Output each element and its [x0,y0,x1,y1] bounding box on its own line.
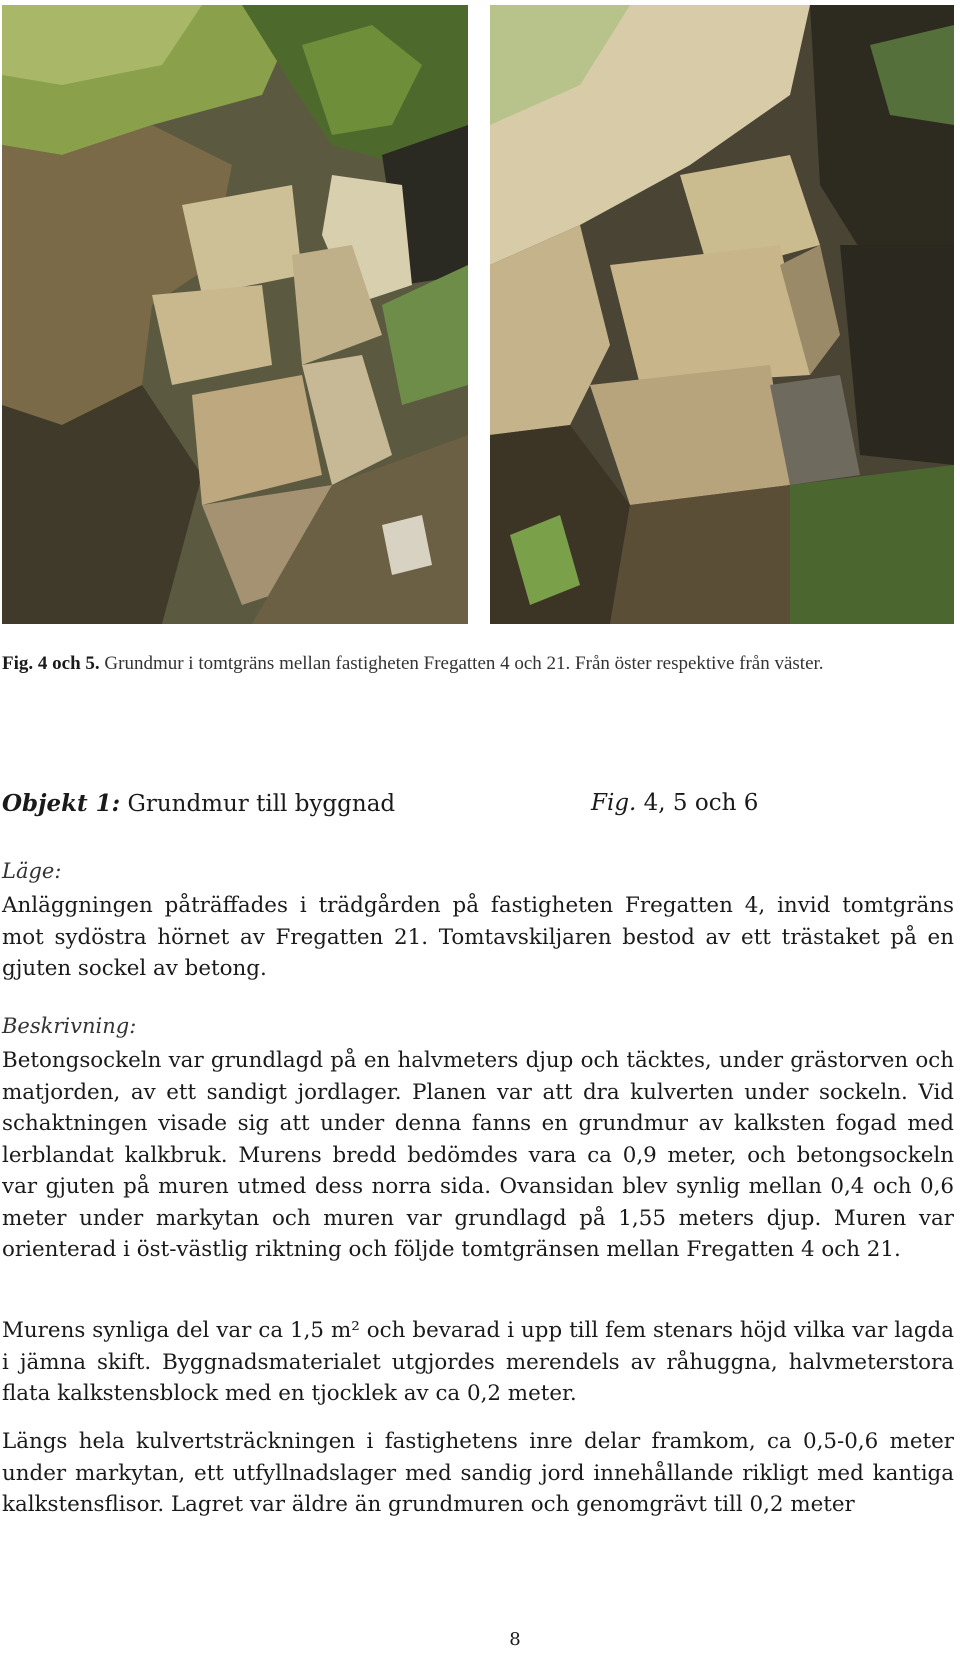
beskrivning-paragraph-1: Betongsockeln var grundlagd på en halvmeters djup och täcktes, under grästorven och matjorden, av ett sandigt jordlager. Planen var att dra kulverten under sockeln. Vid schaktningen visade sig att under denna fanns en grundmur av kalksten fogad med lerblandat kalkbruk. Murens bredd bedömdes vara ca 0,9 meter, och betongsockeln var gjuten på muren utmed dess norra sida. Ovansidan blev synlig mellan 0,4 och 0,6 meter under markytan och muren var grundlagd på 1,55 meters djup. Muren var orienterad i öst-västlig riktning och följde tomtgränsen mellan Fregatten 4 och 21. [2,1048,954,1262]
figure-reference [591,790,758,816]
photo-fig-5 [490,5,954,624]
fig-numbers: 4, 5 och 6 [636,790,759,816]
fig-prefix: Fig. [591,790,637,816]
objekt-title: Grundmur till byggnad [120,791,396,817]
lage-label: Läge: [2,859,62,883]
caption-text: Grundmur i tomtgräns mellan fastigheten Fregatten 4 och 21. Från öster respektive från väster. [99,653,824,674]
objekt-label: Objekt 1: [2,790,121,817]
lage-paragraph: Anläggningen påträffades i trädgården på fastigheten Fregatten 4, invid tomtgräns mot sydöstra hörnet av Fregatten 21. Tomtavskiljaren bestod av ett trästaket på en gjuten sockel av betong. [2,893,954,981]
beskrivning-paragraph-2: Murens synliga del var ca 1,5 m² och bevarad i upp till fem stenars höjd vilka var lagda i jämna skift. Byggnadsmaterialet utgjordes merendels av råhuggna, halvmeterstora flata kalkstensblock med en tjocklek av ca 0,2 meter. [2,1318,954,1406]
page-number: 8 [509,1629,521,1650]
caption-fig-label: Fig. 4 och 5. [2,653,100,674]
photo-fig-4 [2,5,468,624]
photo-fig-5-image [490,5,954,624]
beskrivning-paragraph-3: Längs hela kulvertsträckningen i fastighetens inre delar framkom, ca 0,5-0,6 meter under markytan, ett utfyllnadslager med sandig jord innehållande rikligt med kantiga kalkstensflisor. Lagret var äldre än grundmuren och genomgrävt till 0,2 meter [2,1429,954,1517]
photo-fig-4-image [2,5,468,624]
figure-caption [2,650,942,677]
beskrivning-label: Beskrivning: [2,1014,137,1038]
object-heading [2,790,952,824]
